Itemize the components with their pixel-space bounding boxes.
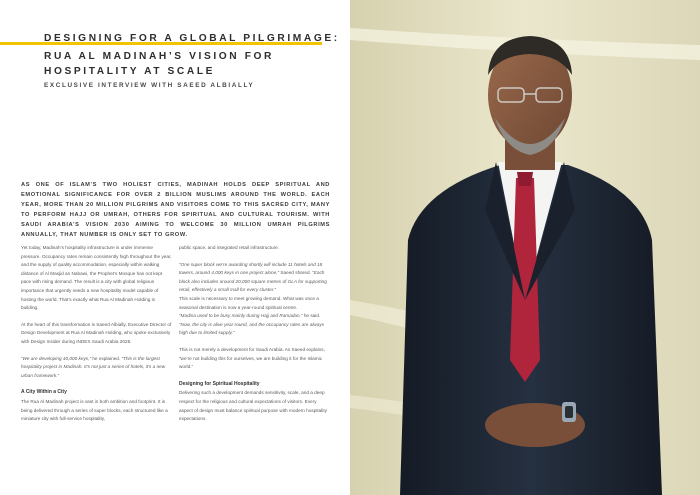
quote: “One super block we’re awarding shortly will include 11 hotels and 18 towers, around 4,000 keys in one project alone,” bbox=[179, 261, 323, 276]
quote-paragraph bbox=[179, 261, 331, 295]
portrait-photo bbox=[350, 0, 700, 495]
paragraph: Yet today, Madinah’s hospitality infrastructure is under immense pressure. Occupancy rates remain consistently high throughout the year, and the supply of quality accommodation, especially within walking distance of Al Masjid an Nabawi, the Prophet’s Mosque has not kept pace with rising demand. The result is a city with global religious importance that urgently needs a new hospitality model capable of hosting the world. That’s exactly what Rua Al Madinah Holding is building. bbox=[21, 245, 172, 311]
intro-paragraph: AS ONE OF ISLAM’S TWO HOLIEST CITIES, MADINAH HOLDS DEEP SPIRITUAL AND EMOTIONAL SIGNIFICANCE FOR OVER 2 BILLION MUSLIMS AROUND THE WORLD. EACH YEAR, MORE THAN 20 MILLION PILGRIMS AND VISITORS COME TO THIS SACRED CITY, MANY TO PERFORM HAJJ OR UMRAH, OTHERS FOR SPIRITUAL AND CULTURAL TOURISM. WITH SAUDI ARABIA’S VISION 2030 AIMING TO WELCOME 30 MILLION UMRAH PILGRIMS ANNUALLY, THAT NUMBER IS ONLY SET TO GROW. bbox=[21, 182, 330, 238]
title-line-2: RUA AL MADINAH’S VISION FOR HOSPITALITY AT SCALE bbox=[44, 51, 274, 77]
portrait-illustration bbox=[350, 0, 700, 495]
article-title bbox=[44, 31, 344, 79]
attribution: Saeed shared. bbox=[279, 270, 313, 276]
attribution: he explained. bbox=[91, 355, 122, 361]
section-heading: A City Within a City bbox=[21, 389, 67, 396]
quote-paragraph bbox=[179, 312, 331, 338]
quote: “Now, the city is alive year-round, and the occupancy rates are always high due to limited supply.” bbox=[179, 321, 325, 336]
paragraph: The Rua Al Madinah project is vast in both ambition and footprint. It is being delivered through a series of super blocks, each structured like a miniature city with full-service hospitality, bbox=[21, 398, 168, 422]
paragraph: At the heart of this transformation is Saeed Albially, Executive Director of Design Development at Rua Al Madinah Holding, who spoke exclusively with Design Insider during INDEX Saudi Arabia 2025. bbox=[21, 321, 172, 344]
quote: “We are developing 40,000 keys,” bbox=[21, 355, 92, 361]
title-line-1: DESIGNING FOR A GLOBAL PILGRIMAGE: bbox=[44, 33, 340, 44]
body-column-2 bbox=[179, 244, 331, 424]
quote: “Madina used to be busy mainly during Hajj and Ramadan,” bbox=[179, 313, 303, 319]
quote: “This is the largest hospitality project in Madinah. It’s not just a series of hotels, it’s a new urban framework.” bbox=[21, 355, 166, 378]
quote-paragraph bbox=[21, 355, 172, 381]
quote: “Each block also includes around 20,000 square metres of GLA for supporting retail, effectively a small mall for every cluster.” bbox=[179, 270, 327, 293]
article-subtitle: EXCLUSIVE INTERVIEW WITH SAEED ALBIALLY bbox=[44, 82, 255, 89]
paragraph: Delivering such a development demands sensitivity, scale, and a deep respect for the religious and cultural expectations of visitors. Every aspect of design must balance spiritual purpose with modern hospitality expectations. bbox=[179, 390, 327, 422]
paragraph: public space, and integrated retail infrastructure. bbox=[179, 245, 280, 250]
attribution: he said. bbox=[302, 313, 321, 319]
body-column-1 bbox=[21, 244, 172, 424]
section-heading: Designing for Spiritual Hospitality bbox=[179, 380, 260, 387]
watch-face bbox=[565, 406, 573, 418]
tie-knot bbox=[517, 172, 533, 186]
paragraph: This is not merely a development for Saudi Arabia. As Saeed explains, “we’re not building this for ourselves, we are building it for the Islamic world.” bbox=[179, 346, 325, 370]
paragraph: This scale is necessary to meet growing demand. What was once a seasonal destination is now a year-round spiritual centre. bbox=[179, 295, 319, 310]
